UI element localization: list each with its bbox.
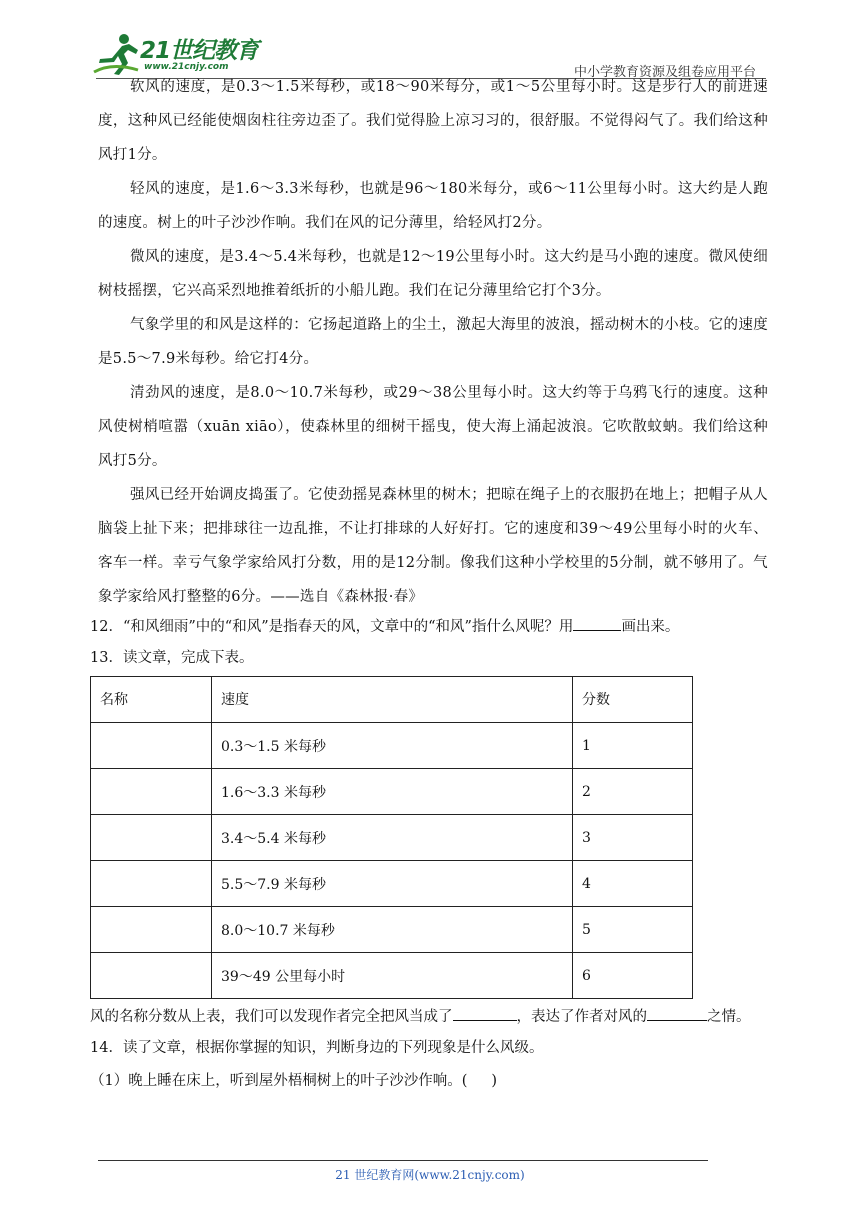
table-cell-name[interactable] xyxy=(91,907,212,953)
table-cell-speed: 1.6～3.3 米每秒 xyxy=(212,769,573,815)
table-header-speed: 速度 xyxy=(212,677,573,723)
table-header-score: 分数 xyxy=(573,677,693,723)
table-row xyxy=(91,953,693,999)
table-cell-speed: 8.0～10.7 米每秒 xyxy=(212,907,573,953)
footer-text[interactable]: 21 世纪教育网(www.21cnjy.com) xyxy=(335,1168,525,1182)
logo-text: 21世纪教育 xyxy=(140,38,259,64)
table-cell-speed: 0.3～1.5 米每秒 xyxy=(212,723,573,769)
table-row xyxy=(91,815,693,861)
table-conclusion xyxy=(90,1002,768,1033)
paragraph-fresh-wind: 清劲风的速度，是8.0～10.7米每秒，或29～38公里每小时。这大约等于乌鸦飞行的速度。这种风使树梢喧嚣（xuān xiāo），使森林里的细树干摇曳，使大海上涌起波浪。它吹散蚊蚋。我们给这种风打5分。 xyxy=(98,385,768,469)
paragraph-strong-wind: 强风已经开始调皮捣蛋了。它使劲摇晃森林里的树木；把晾在绳子上的衣服扔在地上；把帽子从人脑袋上扯下来；把排球往一边乱推，不让打排球的人好好打。它的速度和39～49公里每小时的火车、客车一样。幸亏气象学家给风打分数，用的是12分制。像我们这种小学校里的5分制，就不够用了。气象学家给风打整整的6分。——选自《森林报·春》 xyxy=(98,487,768,605)
platform-title: 中小学教育资源及组卷应用平台 xyxy=(573,65,756,80)
table-cell-score: 4 xyxy=(573,861,693,907)
table-row xyxy=(91,861,693,907)
conclusion-text-3: 之情。 xyxy=(707,1009,751,1025)
table-cell-name[interactable] xyxy=(91,953,212,999)
table-cell-speed: 3.4～5.4 米每秒 xyxy=(212,815,573,861)
paragraph-light-wind: 轻风的速度，是1.6～3.3米每秒，也就是96～180米每分，或6～11公里每小时。这大约是人跑的速度。树上的叶子沙沙作响。我们在风的记分薄里，给轻风打2分。 xyxy=(98,181,768,231)
table-row xyxy=(91,907,693,953)
table-header-name: 名称 xyxy=(91,677,212,723)
table-cell-speed: 39～49 公里每小时 xyxy=(212,953,573,999)
question-14-sub-1-text: （1）晚上睡在床上，听到屋外梧桐树上的叶子沙沙作响。( xyxy=(90,1073,468,1089)
table-cell-score: 1 xyxy=(573,723,693,769)
table-cell-name[interactable] xyxy=(91,815,212,861)
table-cell-name[interactable] xyxy=(91,769,212,815)
table-header-row xyxy=(91,677,693,723)
table-cell-score: 3 xyxy=(573,815,693,861)
paragraph-soft-wind: 软风的速度，是0.3～1.5米每秒，或18～90米每分，或1～5公里每小时。这是步行人的前进速度，这种风已经能使烟囱柱往旁边歪了。我们觉得脸上凉习习的，很舒服。不觉得闷气了。我们给这种风打1分。 xyxy=(98,79,768,163)
question-12 xyxy=(90,612,768,643)
paragraph-moderate-wind: 气象学里的和风是这样的：它扬起道路上的尘土，激起大海里的波浪，摇动树木的小枝。它的速度是5.5～7.9米每秒。给它打4分。 xyxy=(98,317,768,367)
main-content xyxy=(90,70,768,1097)
question-14-sub-1 xyxy=(90,1066,768,1097)
question-12-text: 12．“和风细雨”中的“和风”是指春天的风，文章中的“和风”指什么风呢？用 xyxy=(90,619,574,635)
conclusion-text-1: 风的名称分数从上表，我们可以发现作者完全把风当成了 xyxy=(90,1009,453,1025)
conclusion-text-2: ，表达了作者对风的 xyxy=(516,1009,647,1025)
table-cell-score: 5 xyxy=(573,907,693,953)
question-13: 13．读文章，完成下表。 xyxy=(90,650,254,666)
table-cell-speed: 5.5～7.9 米每秒 xyxy=(212,861,573,907)
conclusion-blank-1[interactable] xyxy=(453,1006,517,1021)
table-cell-name[interactable] xyxy=(91,723,212,769)
wind-table xyxy=(90,676,693,999)
table-cell-score: 2 xyxy=(573,769,693,815)
page-header xyxy=(0,0,860,80)
question-12-blank[interactable] xyxy=(573,616,621,631)
footer-divider xyxy=(98,1160,708,1161)
question-12-text-end: 画出来。 xyxy=(621,619,680,635)
table-row xyxy=(91,723,693,769)
table-cell-name[interactable] xyxy=(91,861,212,907)
question-14-sub-1-end: ) xyxy=(491,1073,498,1089)
table-row xyxy=(91,769,693,815)
conclusion-blank-2[interactable] xyxy=(647,1006,707,1021)
question-14: 14．读了文章，根据你掌握的知识，判断身边的下列现象是什么风级。 xyxy=(90,1040,544,1056)
table-cell-score: 6 xyxy=(573,953,693,999)
logo-url: www.21cnjy.com xyxy=(144,62,229,72)
paragraph-gentle-wind: 微风的速度，是3.4～5.4米每秒，也就是12～19公里每小时。这大约是马小跑的速度。微风使细树枝摇摆，它兴高采烈地推着纸折的小船儿跑。我们在记分薄里给它打个3分。 xyxy=(98,249,768,299)
